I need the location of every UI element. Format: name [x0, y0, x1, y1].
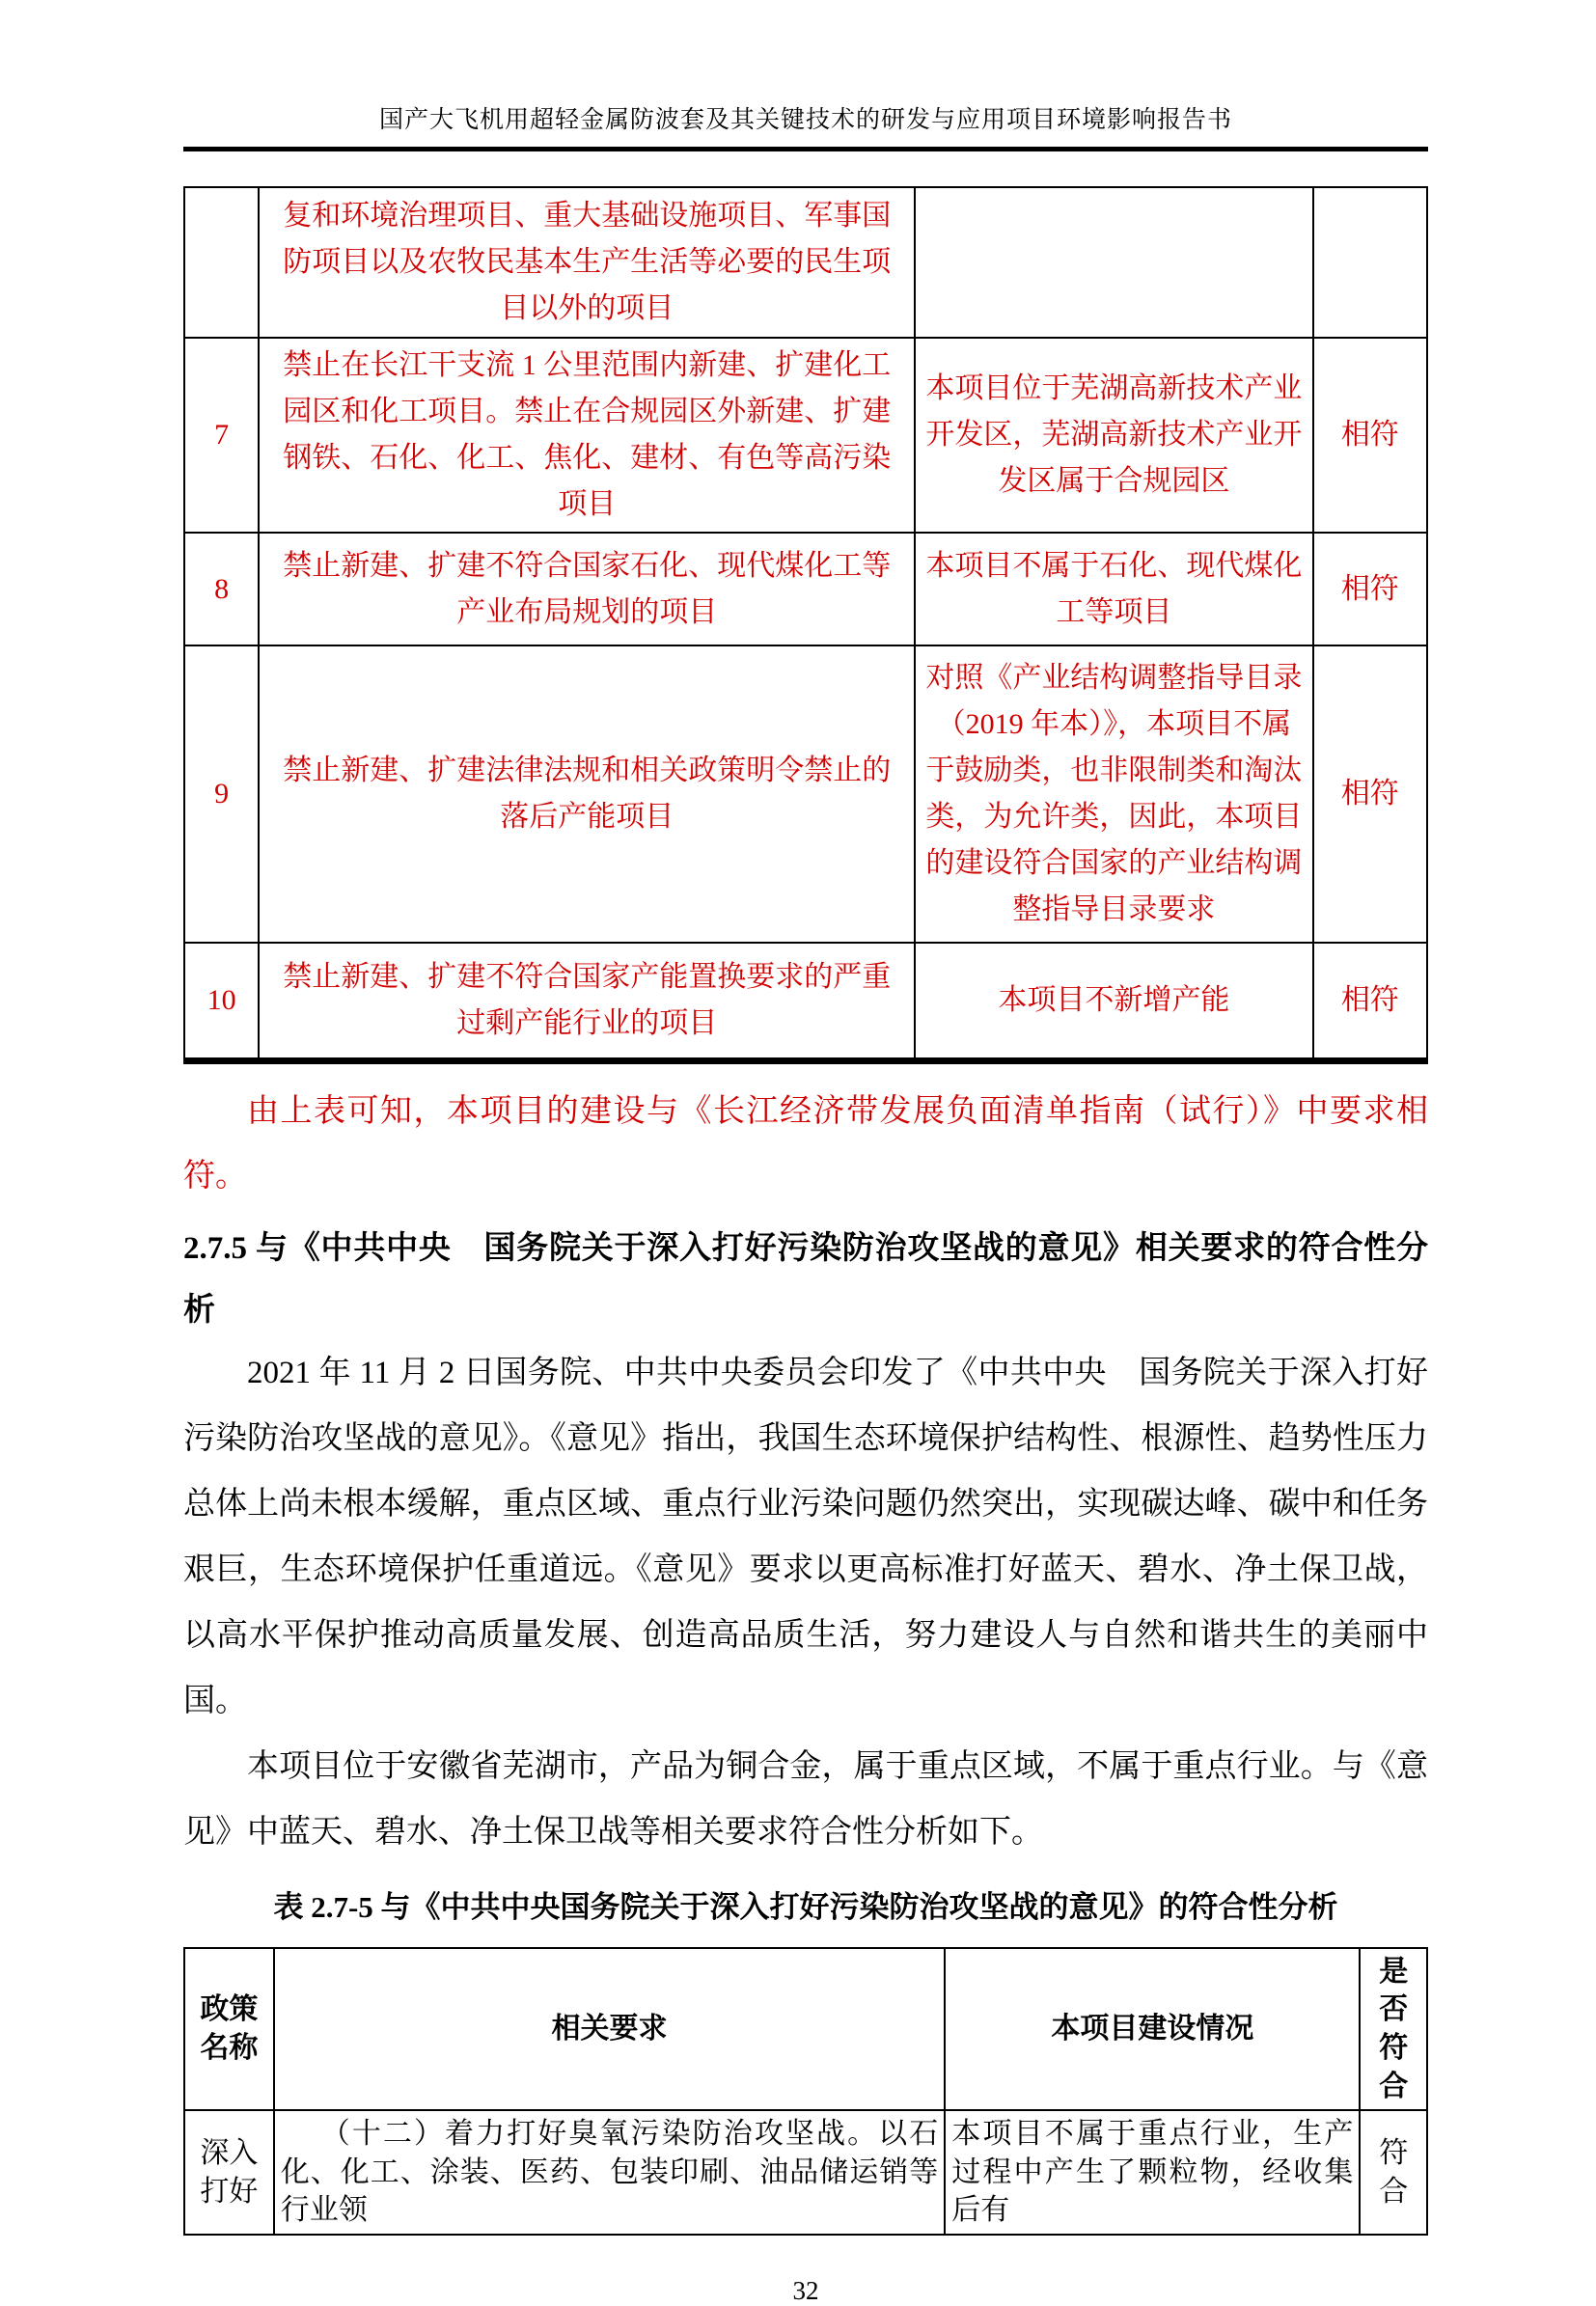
cell-requirement: 禁止新建、扩建法律法规和相关政策明令禁止的落后产能项目: [259, 645, 915, 943]
body-paragraph-1: 2021 年 11 月 2 日国务院、中共中央委员会印发了《中共中央 国务院关于深入打好污染防治攻坚战的意见》。《意见》指出，我国生态环境保护结构性、根源性、趋势性压力总体上尚未根本缓解，重点区域、重点行业污染问题仍然突出，实现碳达峰、碳中和任务艰巨，生态环境保护任重道远。《意见》要求以更高标准打好蓝天、碧水、净土保卫战，以高水平保护推动高质量发展、创造高品质生活，努力建设人与自然和谐共生的美丽中国。: [183, 1356, 1428, 1719]
cell-row-number: [184, 187, 259, 338]
table-2-7-5-caption: 表 2.7-5 与《中共中央国务院关于深入打好污染防治攻坚战的意见》的符合性分析: [273, 1890, 1338, 1925]
conclusion-paragraph: 由上表可知，本项目的建设与《长江经济带发展负面清单指南（试行）》中要求相符。: [183, 1093, 1428, 1194]
cell-verdict: [1313, 187, 1428, 338]
body-paragraph-2: 本项目位于安徽省芜湖市，产品为铜合金，属于重点区域，不属于重点行业。与《意见》中蓝天、碧水、净土保卫战等相关要求符合性分析如下。: [183, 1749, 1428, 1851]
cell-row-number: 10: [184, 943, 259, 1060]
cell-requirement: （十二）着力打好臭氧污染防治攻坚战。以石化、化工、涂装、医药、包装印刷、油品储运销等行业领: [274, 2110, 946, 2235]
cell-project-status: 本项目位于芜湖高新技术产业开发区，芜湖高新技术产业开发区属于合规园区: [915, 338, 1312, 533]
page-content: [183, 0, 1428, 2306]
cell-requirement: 禁止新建、扩建不符合国家石化、现代煤化工等产业布局规划的项目: [259, 533, 915, 645]
cell-requirement: 复和环境治理项目、重大基础设施项目、军事国防项目以及农牧民基本生产生活等必要的民生项目以外的项目: [259, 187, 915, 338]
cell-verdict: 相符: [1313, 338, 1428, 533]
header-requirement: 相关要求: [274, 1948, 946, 2110]
table-row: [184, 2110, 1427, 2235]
negative-list-compliance-table: [183, 186, 1428, 1064]
table-row: [184, 187, 1427, 338]
cell-policy-name: 深入打好: [184, 2110, 274, 2235]
table-row: [184, 645, 1427, 943]
table-row: [184, 943, 1427, 1060]
cell-project-status: 本项目不新增产能: [915, 943, 1312, 1060]
cell-row-number: 7: [184, 338, 259, 533]
cell-project-status: 本项目不属于石化、现代煤化工等项目: [915, 533, 1312, 645]
policy-compliance-table: [183, 1947, 1428, 2236]
header-verdict: 是否符合: [1360, 1948, 1427, 2110]
cell-verdict: 相符: [1313, 943, 1428, 1060]
cell-verdict: 相符: [1313, 533, 1428, 645]
cell-project-status: [915, 187, 1312, 338]
cell-row-number: 8: [184, 533, 259, 645]
table-header-row: [184, 1948, 1427, 2110]
cell-verdict: 相符: [1313, 645, 1428, 943]
cell-project-status: 本项目不属于重点行业，生产过程中产生了颗粒物，经收集后有: [945, 2110, 1360, 2235]
cell-project-status: 对照《产业结构调整指导目录（2019 年本）》，本项目不属于鼓励类，也非限制类和淘汰类，为允许类，因此，本项目的建设符合国家的产业结构调整指导目录要求: [915, 645, 1312, 943]
table-row: [184, 338, 1427, 533]
cell-requirement: 禁止新建、扩建不符合国家产能置换要求的严重过剩产能行业的项目: [259, 943, 915, 1060]
header-rule: [183, 147, 1428, 151]
cell-verdict: 符合: [1360, 2110, 1427, 2235]
document-header-title: 国产大飞机用超轻金属防波套及其关键技术的研发与应用项目环境影响报告书: [378, 107, 1232, 133]
cell-requirement: 禁止在长江干支流 1 公里范围内新建、扩建化工园区和化工项目。禁止在合规园区外新建、扩建钢铁、石化、化工、焦化、建材、有色等高污染项目: [259, 338, 915, 533]
section-heading-2-7-5: 2.7.5 与《中共中央 国务院关于深入打好污染防治攻坚战的意见》相关要求的符合性分析: [183, 1230, 1428, 1329]
header-policy-name: 政策名称: [184, 1948, 274, 2110]
page-number: 32: [792, 2275, 819, 2305]
table-row: [184, 533, 1427, 645]
cell-row-number: 9: [184, 645, 259, 943]
header-project-status: 本项目建设情况: [945, 1948, 1360, 2110]
